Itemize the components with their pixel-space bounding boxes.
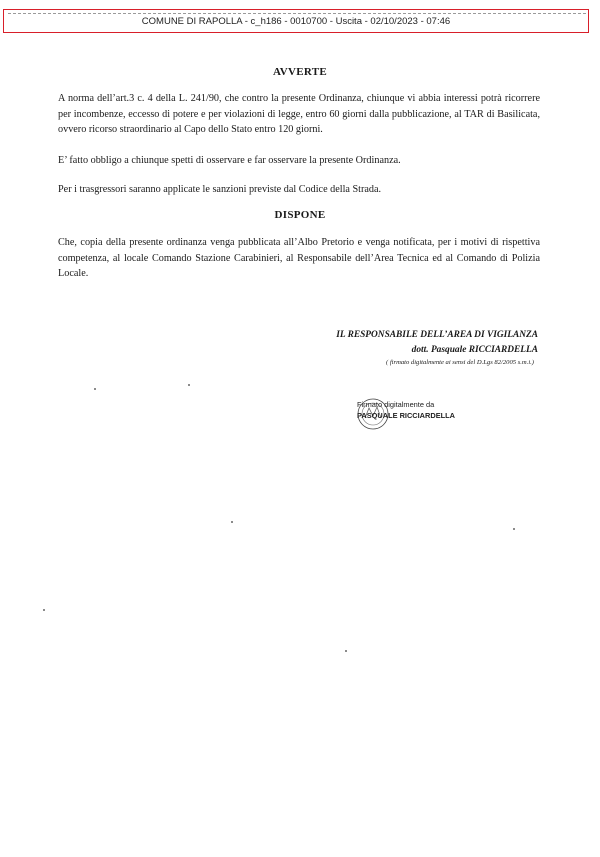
signature-name: dott. Pasquale RICCIARDELLA [411,345,538,355]
scan-speck [345,650,347,652]
signature-role: IL RESPONSABILE DELL’AREA DI VIGILANZA [336,330,538,340]
heading-dispone: DISPONE [274,209,326,221]
stamp-line-signed-by: Firmato digitalmente da [357,400,435,409]
paragraph-ricorso: A norma dell’art.3 c. 4 della L. 241/90, che contro la presente Ordinanza, chiunque vi abbia interessi potrà ricorrere per incombenze, eccesso di potere e per violazioni di legge, entro 60 giorni dalla pubblicazione, al TAR di Basilicata, ovvero ricorso straordinario al Capo dello Stato entro 120 giorni. [58,93,540,136]
digital-signature-stamp [355,396,475,434]
stamp-line-signer: PASQUALE RICCIARDELLA [357,411,455,420]
paragraph-sanzioni: Per i trasgressori saranno applicate le sanzioni previste dal Codice della Strada. [58,184,382,195]
scan-speck [94,388,96,390]
scan-speck [513,528,515,530]
scan-speck [231,521,233,523]
protocol-header [3,9,589,33]
heading-avverte: AVVERTE [272,66,328,78]
scan-speck [43,609,45,611]
protocol-text: COMUNE DI RAPOLLA - c_h186 - 0010700 - Uscita - 02/10/2023 - 07:46 [141,15,451,27]
paragraph-obbligo: E’ fatto obbligo a chiunque spetti di osservare e far osservare la presente Ordinanza. [58,155,401,166]
scan-speck [188,384,190,386]
paragraph-dispone: Che, copia della presente ordinanza venga pubblicata all’Albo Pretorio e venga notificata, per i motivi di rispettiva competenza, al locale Comando Stazione Carabinieri, al Responsabile dell’Area Tecnica ed al Comando di Polizia Locale. [58,237,540,280]
signature-note: ( firmato digitalmente ai sensi del D.Lgs 82/2005 s.m.i.) [386,359,534,366]
